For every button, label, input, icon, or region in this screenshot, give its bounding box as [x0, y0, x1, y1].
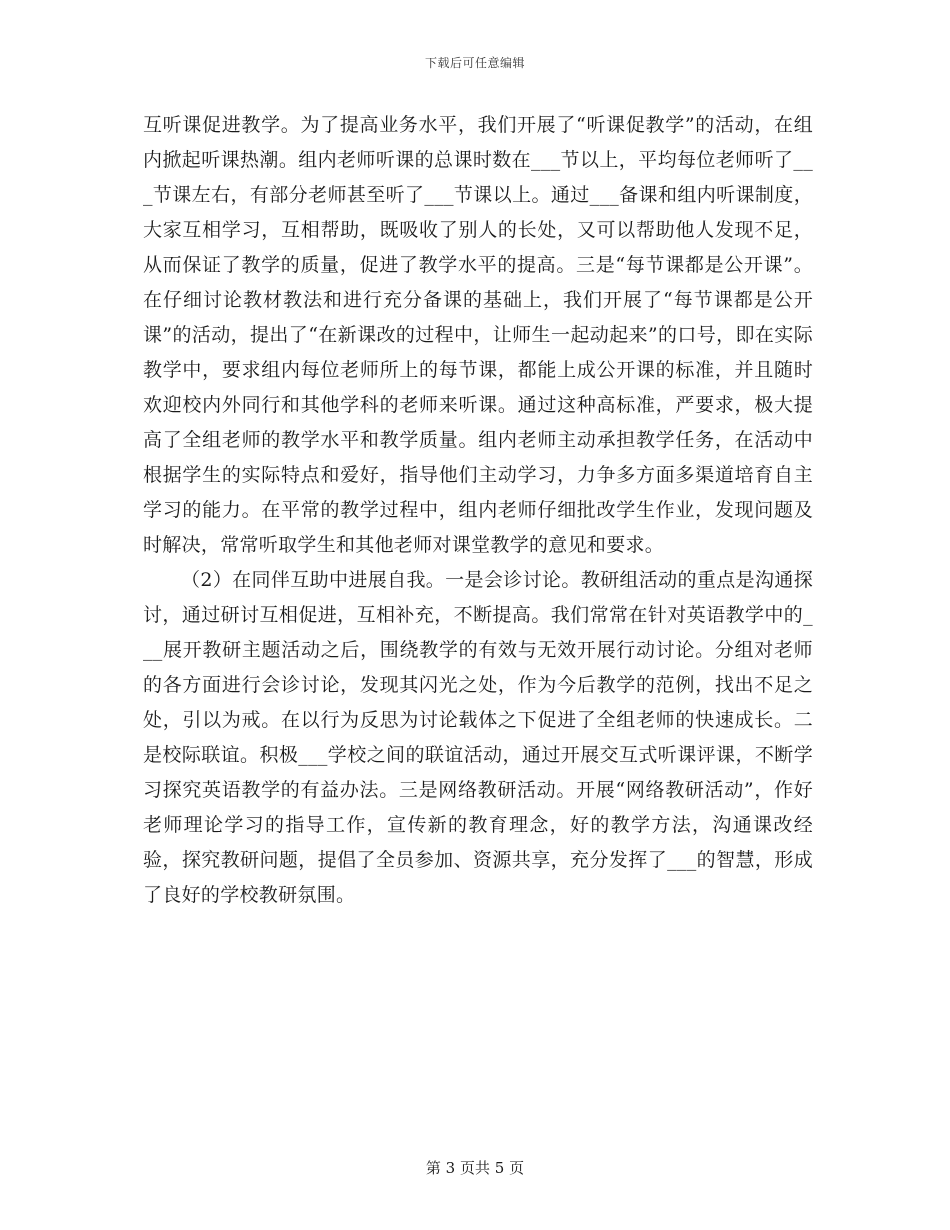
document-body: [143, 108, 813, 913]
page-number: 第 3 页共 5 页: [425, 1159, 525, 1177]
page-header: 下载后可任意编辑: [424, 56, 525, 70]
paragraph-peer-support: （2）在同伴互助中进展自我。一是会诊讨论。教研组活动的重点是沟通探讨，通过研讨互相促进，互相补充，不断提高。我们常常在针对英语教学中的___展开教研主题活动之后，围绕教学的有效与无效开展行动讨论。分组对老师的各方面进行会诊讨论，发现其闪光之处，作为今后教学的范例，找出不足之处，引以为戒。在以行为反思为讨论载体之下促进了全组老师的快速成长。二是校际联谊。积极___学校之间的联谊活动，通过开展交互式听课评课，不断学习探究英语教学的有益办法。三是网络教研活动。开展“网络教研活动”，作好老师理论学习的指导工作，宣传新的教育理念，好的教学方法，沟通课改经验，探究教研问题，提倡了全员参加、资源共享，充分发挥了___的智慧，形成了良好的学校教研氛围。: [143, 569, 813, 906]
paragraph-continued: 互听课促进教学。为了提高业务水平，我们开展了“听课促教学”的活动，在组内掀起听课热潮。组内老师听课的总课时数在___节以上，平均每位老师听了___节课左右，有部分老师甚至听了___节课以上。通过___备课和组内听课制度，大家互相学习，互相帮助，既吸收了别人的长处，又可以帮助他人发现不足，从而保证了教学的质量，促进了教学水平的提高。三是“每节课都是公开课”。在仔细讨论教材教法和进行充分备课的基础上，我们开展了“每节课都是公开课”的活动，提出了“在新课改的过程中，让师生一起动起来”的口号，即在实际教学中，要求组内每位老师所上的每节课，都能上成公开课的标准，并且随时欢迎校内外同行和其他学科的老师来听课。通过这种高标准，严要求，极大提高了全组老师的教学水平和教学质量。组内老师主动承担教学任务，在活动中根据学生的实际特点和爱好，指导他们主动学习，力争多方面多渠道培育自主学习的能力。在平常的教学过程中，组内老师仔细批改学生作业，发现问题及时解决，常常听取学生和其他老师对课堂教学的意见和要求。: [143, 114, 813, 556]
